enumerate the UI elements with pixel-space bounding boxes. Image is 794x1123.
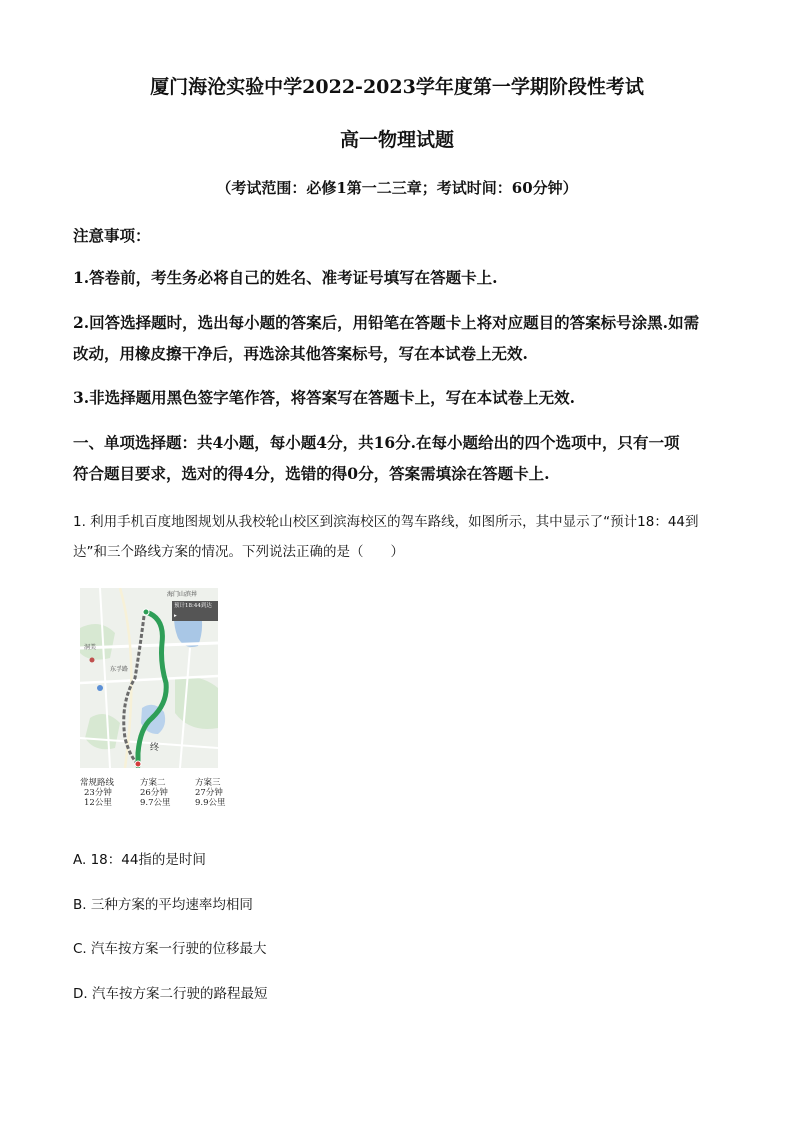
map-eta-bubble: 预计18:44到达 ▸ — [172, 601, 218, 621]
route-option-1 — [80, 778, 126, 808]
notes-heading: 注意事项： — [73, 226, 151, 245]
route-option-2-distance: 9.7公里 — [140, 798, 171, 808]
option-c[interactable]: C. 汽车按方案一行驶的位移最大 — [73, 941, 267, 957]
section-1-line-2: 符合题目要求，选对的得4分，选错的得0分，答案需填涂在答题卡上. — [73, 464, 550, 483]
note-item-2-line-2: 改动，用橡皮擦干净后，再选涂其他答案标号，写在本试卷上无效. — [73, 344, 528, 363]
option-b[interactable]: B. 三种方案的平均速率均相同 — [73, 897, 253, 913]
route-option-3-name: 方案三 — [195, 778, 221, 788]
map-label-top: 海门山滨丼 — [167, 591, 198, 598]
route-option-3-time: 27分钟 — [195, 788, 223, 798]
exam-scope: （考试范围：必修1第一二三章；考试时间：60分钟） — [216, 179, 578, 197]
exam-title: 厦门海沧实验中学2022-2023学年度第一学期阶段性考试 — [150, 76, 644, 98]
route-map — [80, 588, 218, 768]
question-1-line-2: 达”和三个路线方案的情况。下列说法正确的是（ ） — [73, 544, 404, 560]
map-label-mid: 东孚路 — [110, 666, 129, 673]
map-label-end: 终 — [150, 743, 160, 753]
route-option-3-distance: 9.9公里 — [195, 798, 226, 808]
route-option-2-name: 方案二 — [140, 778, 166, 788]
note-item-3: 3.非选择题用黑色签字笔作答，将答案写在答题卡上，写在本试卷上无效. — [73, 388, 576, 407]
route-option-2 — [140, 778, 186, 808]
map-label-left: 洞美 — [84, 644, 97, 651]
route-option-2-time: 26分钟 — [140, 788, 168, 798]
exam-subtitle: 高一物理试题 — [339, 129, 454, 151]
section-1-line-1: 一、单项选择题：共4小题，每小题4分，共16分.在每小题给出的四个选项中，只有一项 — [73, 433, 680, 452]
route-option-3 — [195, 778, 241, 808]
note-item-1: 1.答卷前，考生务必将自己的姓名、准考证号填写在答题卡上. — [73, 268, 498, 287]
note-item-2-line-1: 2.回答选择题时，选出每小题的答案后，用铅笔在答题卡上将对应题目的答案标号涂黑.如需 — [73, 313, 700, 332]
route-option-1-name: 常规路线 — [80, 778, 115, 788]
question-1-line-1: 1. 利用手机百度地图规划从我校轮山校区到滨海校区的驾车路线，如图所示，其中显示了“预计18：44到 — [73, 514, 699, 530]
option-a[interactable]: A. 18：44指的是时间 — [73, 852, 206, 868]
route-option-1-time: 23分钟 — [84, 788, 112, 798]
route-option-1-distance: 12公里 — [84, 798, 112, 808]
option-d[interactable]: D. 汽车按方案二行驶的路程最短 — [73, 986, 268, 1002]
route-map-figure — [80, 588, 226, 816]
